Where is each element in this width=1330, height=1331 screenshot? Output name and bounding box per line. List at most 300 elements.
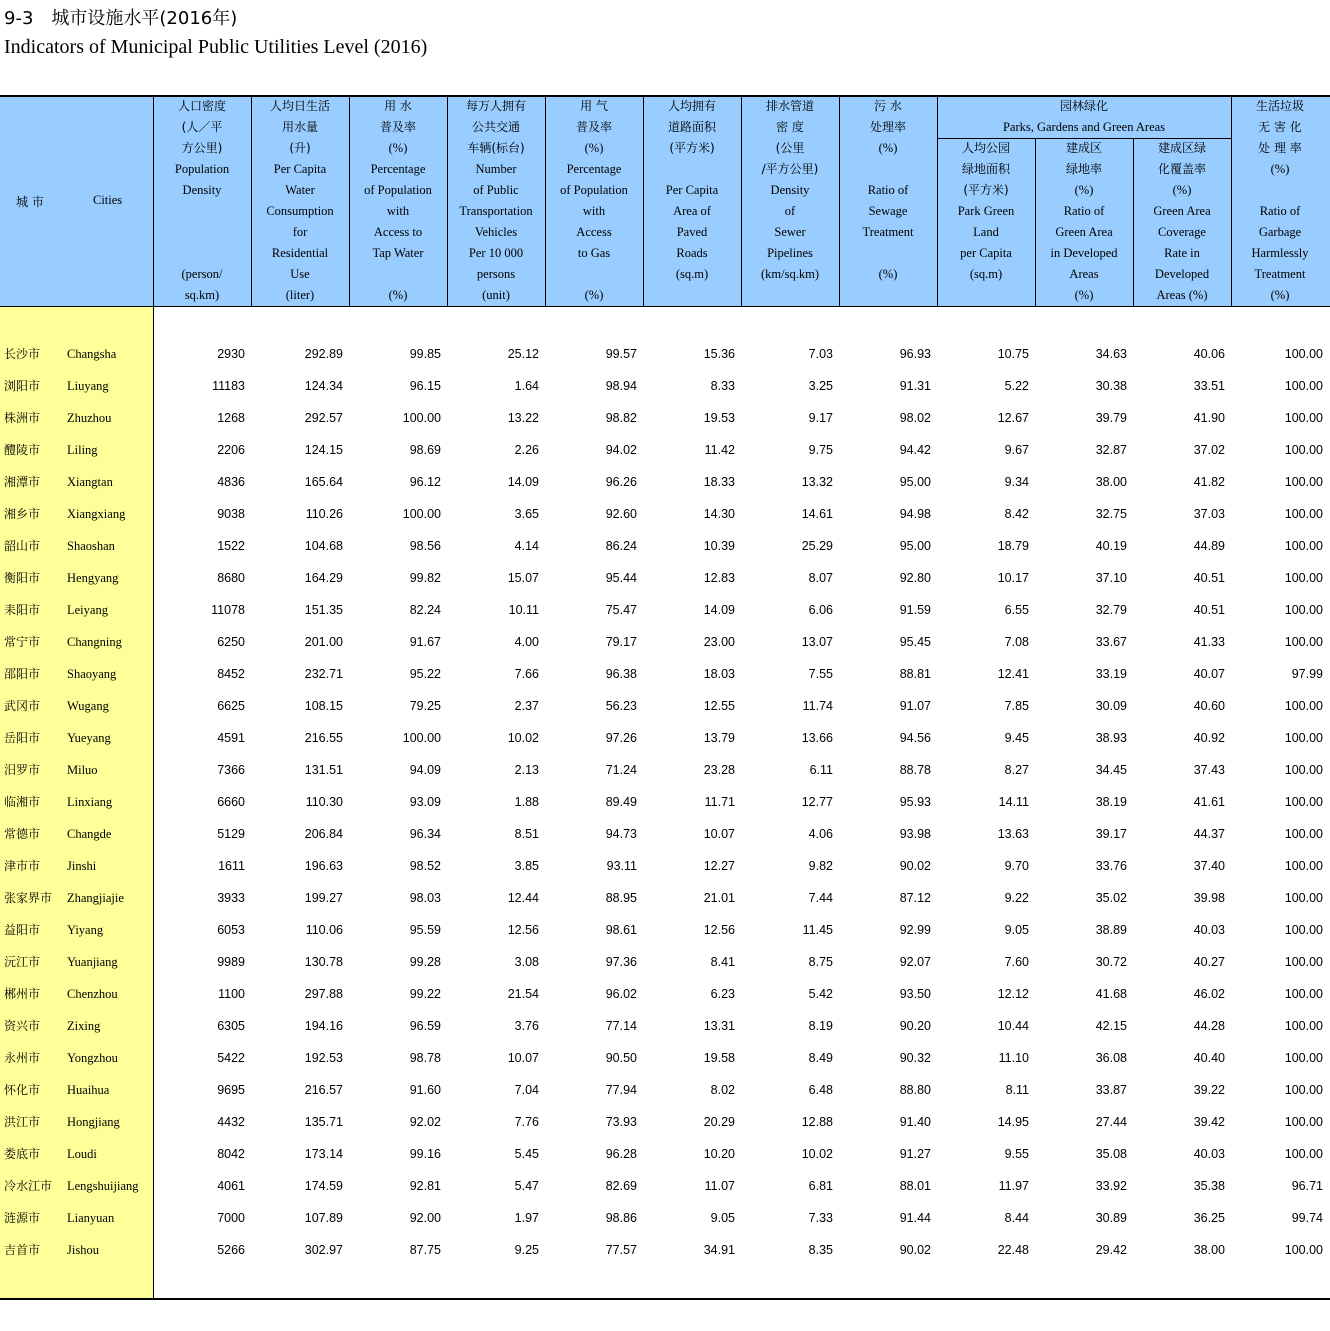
column-header-line: Consumption	[266, 204, 334, 218]
table-cell: 39.79	[1095, 411, 1127, 425]
table-row	[0, 690, 1330, 722]
table-cell: 29.42	[1095, 1243, 1127, 1257]
city-name-en: Shaoyang	[67, 667, 117, 681]
column-header-line: Density	[770, 183, 810, 197]
city-name-en: Lianyuan	[67, 1211, 115, 1225]
table-cell: 90.32	[899, 1051, 931, 1065]
column-header-line: 用 水	[384, 99, 412, 113]
column-header-line: Coverage	[1158, 225, 1206, 239]
column-header-line: Area of	[673, 204, 711, 218]
table-cell: 14.30	[703, 507, 735, 521]
table-cell: 41.82	[1193, 475, 1225, 489]
city-name-cn: 汨罗市	[4, 763, 41, 777]
column-header-line: 污 水	[874, 99, 902, 113]
table-cell: 30.72	[1095, 955, 1127, 969]
table-row	[0, 1170, 1330, 1202]
city-name-cn: 洪江市	[4, 1115, 41, 1129]
table-row	[0, 1202, 1330, 1234]
table-cell: 10.75	[997, 347, 1029, 361]
column-header-line: 人口密度	[177, 99, 226, 113]
column-header-line: Garbage	[1258, 225, 1302, 239]
city-name-cn: 津市市	[4, 859, 41, 873]
city-name-cn: 怀化市	[4, 1083, 41, 1097]
city-name-cn: 株洲市	[4, 411, 41, 425]
city-name-en: Zhuzhou	[67, 411, 112, 425]
column-header-line: (平方米)	[669, 141, 715, 155]
table-cell: 100.00	[1284, 507, 1323, 521]
table-cell: 30.38	[1095, 379, 1127, 393]
table-cell: 4432	[217, 1115, 245, 1129]
table-cell: 10.07	[703, 827, 735, 841]
column-header-line	[153, 201, 251, 222]
table-cell: 124.34	[304, 379, 343, 393]
table-cell: 11.42	[704, 443, 735, 457]
table-cell: 97.26	[605, 731, 637, 745]
table-cell: 5129	[217, 827, 245, 841]
table-cell: 10.07	[507, 1051, 539, 1065]
table-cell: 100.00	[1284, 699, 1323, 713]
column-header-line: (%)	[388, 141, 408, 155]
table-row	[0, 370, 1330, 402]
table-row	[0, 850, 1330, 882]
column-header-line: Per Capita	[665, 183, 719, 197]
column-header-line: Vehicles	[474, 225, 518, 239]
city-name-cn: 郴州市	[4, 987, 41, 1001]
table-cell: 93.50	[899, 987, 931, 1001]
table-cell: 8.35	[808, 1243, 833, 1257]
table-cell: 73.93	[605, 1115, 637, 1129]
table-cell: 2.37	[514, 699, 539, 713]
table-cell: 91.40	[899, 1115, 931, 1129]
table-row	[0, 1074, 1330, 1106]
table-cell: 40.03	[1193, 1147, 1225, 1161]
column-header-line: (km/sq.km)	[761, 267, 819, 281]
table-cell: 4.14	[514, 539, 539, 553]
column-header-line: 处 理 率	[1258, 141, 1302, 155]
table-cell: 9.25	[514, 1243, 539, 1257]
table-cell: 1268	[217, 411, 245, 425]
city-name-en: Changning	[67, 635, 122, 649]
city-name-cn: 冷水江市	[4, 1179, 53, 1193]
column-header-line: Per 10 000	[468, 246, 524, 260]
column-header-line: 道路面积	[667, 120, 716, 134]
table-cell: 41.68	[1095, 987, 1127, 1001]
table-row	[0, 626, 1330, 658]
table-row	[0, 1234, 1330, 1266]
column-header-5	[545, 96, 643, 306]
table-cell: 11.97	[998, 1179, 1029, 1193]
table-cell: 40.60	[1193, 699, 1225, 713]
table-cell: 9.17	[808, 411, 833, 425]
table-cell: 92.00	[409, 1211, 441, 1225]
city-name-en: Miluo	[67, 763, 98, 777]
column-header-line: (%)	[584, 288, 604, 302]
table-cell: 107.89	[304, 1211, 343, 1225]
table-cell: 98.82	[605, 411, 637, 425]
table-cell: 11183	[212, 379, 245, 393]
table-cell: 100.00	[1284, 539, 1323, 553]
column-header-line: 车辆(标台)	[467, 141, 525, 155]
table-cell: 7.08	[1004, 635, 1029, 649]
column-header-line: with	[582, 204, 606, 218]
table-cell: 37.03	[1193, 507, 1225, 521]
table-cell: 34.91	[703, 1243, 735, 1257]
column-header-line: Population	[174, 162, 230, 176]
table-cell: 96.26	[605, 475, 637, 489]
column-header-line: Treatment	[862, 225, 914, 239]
city-name-en: Leiyang	[67, 603, 108, 617]
column-header-line: of Population	[364, 183, 432, 197]
column-header-line	[839, 285, 937, 306]
table-cell: 13.32	[801, 475, 833, 489]
column-header-9	[937, 138, 1035, 285]
column-header-line: Access	[576, 225, 612, 239]
table-cell: 174.59	[304, 1179, 343, 1193]
table-cell: 9.75	[808, 443, 833, 457]
city-name-en: Huaihua	[67, 1083, 110, 1097]
table-cell: 35.08	[1095, 1147, 1127, 1161]
column-header-line: Per Capita	[273, 162, 327, 176]
column-header-line: in Developed	[1050, 246, 1118, 260]
table-cell: 9.45	[1004, 731, 1029, 745]
column-header-8	[839, 96, 937, 306]
table-cell: 94.56	[899, 731, 931, 745]
column-header-11	[1133, 138, 1231, 306]
table-row	[0, 338, 1330, 370]
table-cell: 97.99	[1291, 667, 1323, 681]
table-cell: 5.42	[808, 987, 833, 1001]
table-cell: 92.02	[409, 1115, 441, 1129]
table-cell: 92.81	[409, 1179, 441, 1193]
table-cell: 164.29	[304, 571, 343, 585]
table-cell: 100.00	[1284, 763, 1323, 777]
column-header-line: 无 害 化	[1258, 120, 1302, 134]
table-cell: 13.79	[703, 731, 735, 745]
table-cell: 12.55	[703, 699, 735, 713]
table-cell: 5266	[217, 1243, 245, 1257]
table-cell: 100.00	[1284, 1147, 1323, 1161]
column-header-line: (人／平	[181, 120, 223, 134]
table-cell: 33.76	[1095, 859, 1127, 873]
table-cell: 10.02	[801, 1147, 833, 1161]
table-cell: 77.94	[605, 1083, 637, 1097]
table-cell: 93.09	[409, 795, 441, 809]
column-header-line: Roads	[676, 246, 708, 260]
column-header-line: per Capita	[960, 246, 1012, 260]
table-row	[0, 1010, 1330, 1042]
table-cell: 98.61	[605, 923, 637, 937]
table-cell: 14.61	[801, 507, 833, 521]
table-cell: 13.63	[997, 827, 1029, 841]
table-cell: 173.14	[304, 1147, 343, 1161]
table-cell: 33.51	[1193, 379, 1225, 393]
table-cell: 88.78	[899, 763, 931, 777]
table-cell: 108.15	[304, 699, 343, 713]
table-row	[0, 658, 1330, 690]
column-header-7	[741, 96, 839, 306]
city-name-en: Loudi	[67, 1147, 97, 1161]
table-cell: 98.78	[409, 1051, 441, 1065]
table-cell: 10.17	[997, 571, 1029, 585]
city-name-cn: 长沙市	[4, 347, 41, 361]
table-cell: 151.35	[304, 603, 343, 617]
table-cell: 40.92	[1193, 731, 1225, 745]
table-cell: 93.11	[606, 859, 637, 873]
city-name-en: Yueyang	[67, 731, 111, 745]
table-cell: 9.05	[710, 1211, 735, 1225]
city-name-cn: 张家界市	[4, 891, 53, 905]
table-cell: 6.81	[808, 1179, 833, 1193]
table-cell: 100.00	[402, 731, 441, 745]
table-cell: 196.63	[304, 859, 343, 873]
table-cell: 96.38	[605, 667, 637, 681]
table-cell: 94.02	[605, 443, 637, 457]
column-header-line: Park Green	[957, 204, 1015, 218]
column-header-line: 人均日生活	[269, 99, 330, 113]
city-name-cn: 临湘市	[4, 795, 41, 809]
table-cell: 8.41	[710, 955, 735, 969]
table-cell: 7.44	[808, 891, 833, 905]
column-header-line: Percentage	[566, 162, 622, 176]
table-cell: 19.58	[703, 1051, 735, 1065]
table-cell: 7000	[217, 1211, 245, 1225]
table-cell: 100.00	[1284, 635, 1323, 649]
table-cell: 6625	[217, 699, 245, 713]
city-name-en: Liling	[67, 443, 98, 457]
city-header-en: Cities	[93, 193, 123, 207]
table-cell: 2930	[217, 347, 245, 361]
table-cell: 8.27	[1004, 763, 1029, 777]
column-header-line: (%)	[1172, 183, 1192, 197]
table-cell: 4061	[217, 1179, 245, 1193]
table-cell: 92.80	[899, 571, 931, 585]
column-header-line: 排水管道	[765, 99, 814, 113]
table-cell: 99.57	[605, 347, 637, 361]
city-name-en: Hongjiang	[67, 1115, 120, 1129]
column-header-line: Rate in	[1164, 246, 1200, 260]
table-row	[0, 562, 1330, 594]
table-cell: 77.14	[605, 1019, 637, 1033]
column-header-line: Ratio of	[1259, 204, 1301, 218]
city-name-cn: 常宁市	[4, 635, 41, 649]
table-cell: 4.06	[808, 827, 833, 841]
table-cell: 1.97	[514, 1211, 539, 1225]
table-cell: 1.88	[514, 795, 539, 809]
table-cell: 90.02	[899, 859, 931, 873]
column-header-line: 方公里)	[181, 141, 223, 155]
table-cell: 2206	[217, 443, 245, 457]
table-cell: 94.73	[605, 827, 637, 841]
table-cell: 9.82	[808, 859, 833, 873]
table-cell: 12.56	[703, 923, 735, 937]
table-cell: 12.12	[997, 987, 1029, 1001]
table-row	[0, 754, 1330, 786]
table-cell: 90.50	[605, 1051, 637, 1065]
column-header-line: Developed	[1154, 267, 1210, 281]
city-name-cn: 邵阳市	[4, 667, 41, 681]
table-cell: 7.33	[808, 1211, 833, 1225]
table-cell: 34.45	[1095, 763, 1127, 777]
column-header-line: Land	[973, 225, 999, 239]
city-name-en: Yuanjiang	[67, 955, 118, 969]
table-cell: 6.48	[808, 1083, 833, 1097]
table-cell: 38.00	[1095, 475, 1127, 489]
table-cell: 1.64	[514, 379, 539, 393]
table-cell: 89.49	[605, 795, 637, 809]
table-cell: 110.30	[305, 795, 343, 809]
table-cell: 35.38	[1193, 1179, 1225, 1193]
column-header-line: 生活垃圾	[1255, 99, 1304, 113]
table-cell: 88.01	[899, 1179, 931, 1193]
table-cell: 99.22	[409, 987, 441, 1001]
table-cell: 79.17	[605, 635, 637, 649]
table-cell: 100.00	[1284, 987, 1323, 1001]
table-cell: 100.00	[1284, 891, 1323, 905]
column-header-line: Green Area	[1055, 225, 1113, 239]
city-name-en: Yiyang	[67, 923, 104, 937]
column-header-line: Sewer	[774, 225, 806, 239]
table-cell: 98.94	[605, 379, 637, 393]
city-name-en: Zixing	[67, 1019, 101, 1033]
column-header-line: Ratio of	[1063, 204, 1105, 218]
table-cell: 96.12	[409, 475, 441, 489]
table-cell: 9.05	[1004, 923, 1029, 937]
column-header-line	[839, 243, 937, 264]
table-cell: 6.55	[1004, 603, 1029, 617]
table-cell: 99.74	[1291, 1211, 1323, 1225]
table-cell: 56.23	[605, 699, 637, 713]
column-header-line: of Public	[473, 183, 519, 197]
table-cell: 99.28	[409, 955, 441, 969]
column-header-line: 每万人拥有	[465, 99, 526, 113]
table-cell: 39.98	[1193, 891, 1225, 905]
table-cell: 82.24	[409, 603, 441, 617]
table-row	[0, 882, 1330, 914]
table-cell: 35.02	[1095, 891, 1127, 905]
table-cell: 192.53	[304, 1051, 343, 1065]
table-cell: 14.09	[703, 603, 735, 617]
table-cell: 11.71	[704, 795, 735, 809]
city-name-cn: 耒阳市	[4, 603, 41, 617]
table-cell: 9.70	[1004, 859, 1029, 873]
table-cell: 41.61	[1193, 795, 1225, 809]
table-cell: 15.07	[507, 571, 539, 585]
column-header-6	[643, 96, 741, 306]
table-cell: 20.29	[703, 1115, 735, 1129]
table-cell: 10.20	[703, 1147, 735, 1161]
column-header-line: (sq.m)	[969, 267, 1003, 281]
table-cell: 95.44	[605, 571, 637, 585]
table-cell: 91.31	[899, 379, 931, 393]
table-cell: 9.67	[1004, 443, 1029, 457]
column-header-line: (平方米)	[963, 183, 1009, 197]
table-cell: 100.00	[1284, 443, 1323, 457]
column-header-line: 绿地率	[1065, 162, 1102, 176]
table-cell: 98.86	[605, 1211, 637, 1225]
table-cell: 3.08	[514, 955, 539, 969]
table-cell: 4836	[217, 475, 245, 489]
table-cell: 32.79	[1095, 603, 1127, 617]
table-cell: 100.00	[1284, 603, 1323, 617]
table-cell: 5.47	[514, 1179, 539, 1193]
table-cell: 98.02	[899, 411, 931, 425]
column-header-line: sq.km)	[184, 288, 220, 302]
column-header-line	[153, 222, 251, 243]
table-cell: 93.98	[899, 827, 931, 841]
table-cell: 194.16	[304, 1019, 343, 1033]
table-cell: 9.55	[1004, 1147, 1029, 1161]
table-cell: 95.00	[899, 539, 931, 553]
table-cell: 8.51	[514, 827, 539, 841]
table-cell: 40.03	[1193, 923, 1225, 937]
city-name-cn: 韶山市	[4, 539, 41, 553]
table-cell: 40.19	[1095, 539, 1127, 553]
column-header-line: (unit)	[482, 288, 510, 302]
table-cell: 98.56	[409, 539, 441, 553]
table-cell: 10.11	[508, 603, 539, 617]
column-header-line: 普及率	[379, 120, 416, 134]
table-cell: 100.00	[1284, 731, 1323, 745]
table-title-en: Indicators of Municipal Public Utilities Level (2016)	[4, 36, 428, 58]
column-header-line: (%)	[1270, 162, 1290, 176]
table-row	[0, 434, 1330, 466]
table-cell: 216.57	[304, 1083, 343, 1097]
table-cell: 2.26	[514, 443, 539, 457]
table-cell: 22.48	[997, 1243, 1029, 1257]
column-header-line: (%)	[1270, 288, 1290, 302]
table-cell: 39.22	[1193, 1083, 1225, 1097]
table-cell: 34.63	[1095, 347, 1127, 361]
table-cell: 40.51	[1193, 603, 1225, 617]
table-cell: 6.11	[809, 763, 833, 777]
table-cell: 99.85	[409, 347, 441, 361]
table-cell: 25.29	[801, 539, 833, 553]
column-header-line: Ratio of	[867, 183, 909, 197]
table-cell: 97.36	[605, 955, 637, 969]
table-cell: 71.24	[605, 763, 637, 777]
table-cell: 3.85	[514, 859, 539, 873]
column-header-line: 建成区	[1065, 141, 1102, 155]
city-name-cn: 岳阳市	[4, 731, 41, 745]
city-name-cn: 醴陵市	[4, 443, 41, 457]
table-cell: 95.22	[409, 667, 441, 681]
table-cell: 90.20	[899, 1019, 931, 1033]
city-name-cn: 永州市	[4, 1051, 41, 1065]
table-cell: 19.53	[703, 411, 735, 425]
column-header-line: Tap Water	[372, 246, 424, 260]
table-cell: 6.23	[710, 987, 735, 1001]
table-row	[0, 466, 1330, 498]
column-header-line: Pipelines	[767, 246, 813, 260]
column-header-line	[153, 243, 251, 264]
table-cell: 99.16	[409, 1147, 441, 1161]
table-cell: 98.52	[409, 859, 441, 873]
table-cell: 100.00	[1284, 795, 1323, 809]
table-cell: 8.07	[808, 571, 833, 585]
column-header-line: for	[292, 225, 308, 239]
table-cell: 6053	[217, 923, 245, 937]
table-cell: 98.69	[409, 443, 441, 457]
city-name-en: Zhangjiajie	[67, 891, 124, 905]
table-cell: 10.44	[997, 1019, 1029, 1033]
table-row	[0, 946, 1330, 978]
table-cell: 96.93	[899, 347, 931, 361]
table-cell: 13.66	[801, 731, 833, 745]
city-name-en: Changsha	[67, 347, 117, 361]
table-cell: 7.04	[514, 1083, 539, 1097]
table-cell: 9038	[217, 507, 245, 521]
column-header-line: Number	[475, 162, 517, 176]
